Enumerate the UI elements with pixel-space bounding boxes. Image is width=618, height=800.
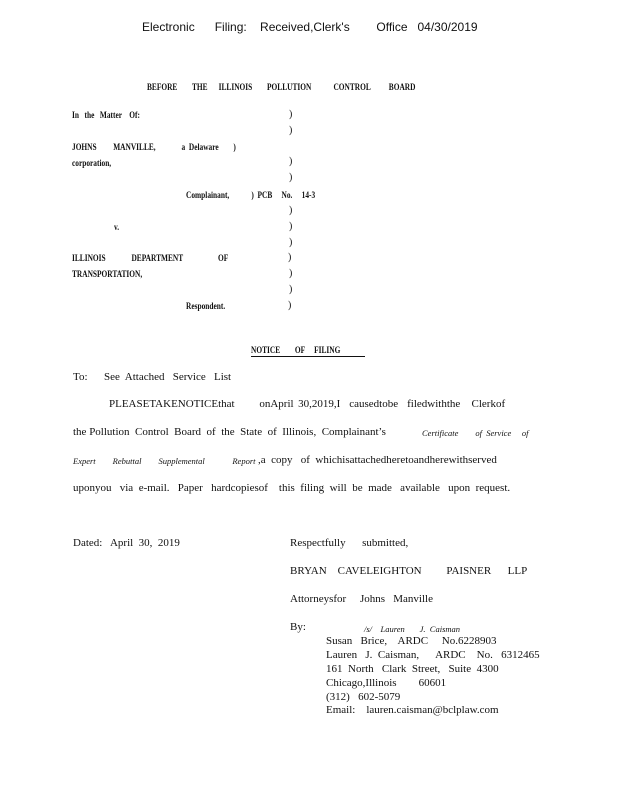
electronic-signature: /s/ Lauren J. Caisman — [364, 624, 461, 634]
attorney-1: Susan Brice, ARDC No.6228903 — [326, 635, 497, 647]
caption-paren: ) — [289, 172, 293, 183]
caption-paren: ) — [289, 221, 293, 232]
complainant-name: JOHNS MANVILLE, a Delaware ) — [72, 142, 236, 152]
email-address: Email: lauren.caisman@bclplaw.com — [326, 704, 499, 716]
attorney-2: Lauren J. Caisman, ARDC No. 6312465 — [326, 649, 540, 661]
notice-paragraph-line3: ,a copy of whichisattachedheretoandherewithserved — [258, 454, 497, 466]
caption-paren: ) — [289, 268, 293, 279]
complainant-name-line2: corporation, — [72, 158, 112, 168]
notice-paragraph-line4: uponyou via e-mail. Paper hardcopiesof this filing will be made available upon request. — [73, 482, 511, 494]
respondent-name-line2: TRANSPORTATION, — [72, 269, 143, 279]
date-line: Dated: April 30, 2019 — [73, 537, 180, 549]
phone-number: (312) 602-5079 — [326, 691, 401, 703]
respectfully-submitted: Respectfully submitted, — [290, 537, 409, 549]
in-the-matter-of: In the Matter Of: — [72, 110, 140, 120]
caption-paren: ) — [289, 284, 293, 295]
by-label: By: — [290, 621, 306, 633]
caption-paren: ) — [289, 109, 293, 120]
attorneys-for: Attorneysfor Johns Manville — [290, 593, 433, 605]
address-city: Chicago,Illinois 60601 — [326, 677, 447, 689]
caption-paren: ) — [289, 125, 293, 136]
respondent-label: Respondent. — [186, 301, 226, 311]
law-firm-name: BRYAN CAVELEIGHTON PAISNER LLP — [290, 565, 528, 577]
document-title-part1: Certificate of Service of — [422, 428, 529, 438]
title-underline — [251, 356, 365, 357]
respondent-name: ILLINOIS DEPARTMENT OF — [72, 253, 229, 263]
caption-paren: ) — [289, 237, 293, 248]
complainant-label: Complainant, ) PCB No. 14-3 — [186, 190, 316, 200]
caption-paren: ) — [289, 156, 293, 167]
address-street: 161 North Clark Street, Suite 4300 — [326, 663, 499, 675]
notice-title: NOTICE OF FILING — [251, 345, 341, 355]
to-line: To: See Attached Service List — [73, 371, 232, 383]
caption-paren: ) — [288, 300, 292, 311]
versus: v. — [114, 222, 120, 232]
filing-stamp: Electronic Filing: Received,Clerk's Office 04/30/2019 — [142, 20, 478, 34]
caption-paren: ) — [289, 205, 293, 216]
court-title: BEFORE THE ILLINOIS POLLUTION CONTROL BOARD — [147, 82, 416, 92]
caption-paren: ) — [288, 252, 292, 263]
document-title-part2: Expert Rebuttal Supplemental Report — [73, 456, 256, 466]
notice-paragraph-line2: the Pollution Control Board of the State of Illinois, Complainant’s — [73, 426, 386, 438]
notice-paragraph-line1: PLEASETAKENOTICEthat onApril 30,2019,I causedtobe filedwiththe Clerkof — [109, 398, 506, 410]
